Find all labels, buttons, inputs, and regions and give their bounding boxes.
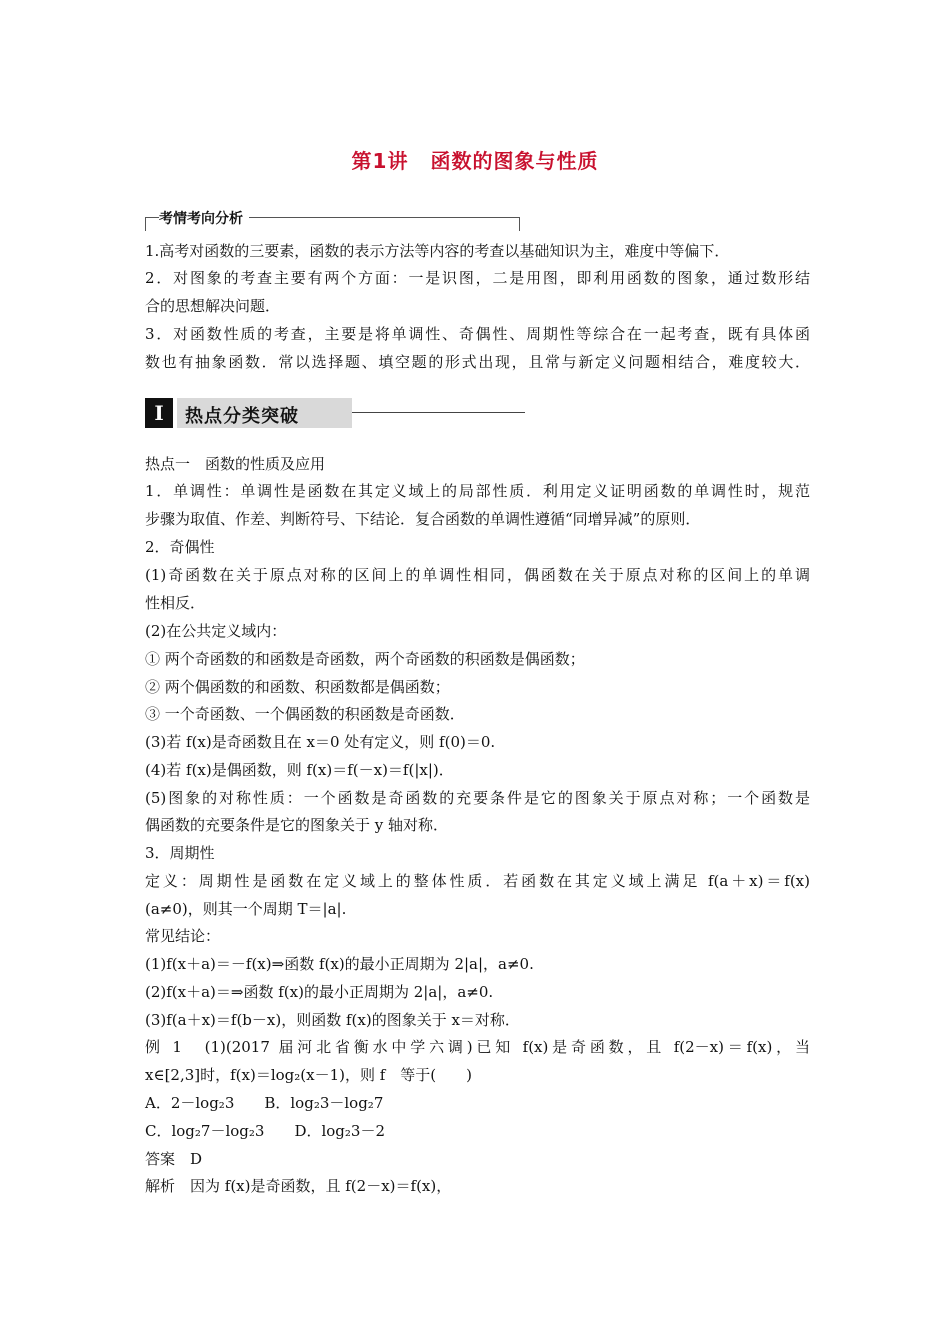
body-line: 偶函数的充要条件是它的图象关于 y 轴对称．: [145, 816, 449, 834]
hotspot-heading: 热点一 函数的性质及应用: [145, 455, 326, 473]
body-line: 定义：周期性是函数在定义域上的整体性质．若函数在其定义域上满足 f(a＋x)＝f(x): [145, 872, 810, 890]
body-line: 常见结论：: [145, 927, 221, 945]
body-line: (2)在公共定义域内：: [145, 622, 287, 640]
body-line: (5)图象的对称性质：一个函数是奇函数的充要条件是它的图象关于原点对称；一个函数是: [145, 789, 810, 807]
body-line: 性相反．: [145, 594, 206, 612]
answer-line: 答案 D: [145, 1150, 203, 1168]
body-line: ① 两个奇函数的和函数是奇函数，两个奇函数的积函数是偶函数；: [145, 650, 585, 668]
body-line: (3)f(a＋x)＝f(b－x)，则函数 f(x)的图象关于 x＝对称．: [145, 1011, 520, 1029]
body-line: 3．周期性: [145, 844, 215, 862]
exam-line-3: 合的思想解决问题．: [145, 297, 281, 315]
example-line: 例 1 (1)(2017 届河北省衡水中学六调)已知 f(x)是奇函数，且 f(2－x)＝f(x)，当: [145, 1038, 810, 1056]
body-line: ② 两个偶函数的和函数、积函数都是偶函数；: [145, 678, 450, 696]
body-line: (1)f(x＋a)＝－f(x)⇒函数 f(x)的最小正周期为 2|a|，a≠0.: [145, 955, 534, 973]
exam-analysis-label: 考情考向分析: [159, 208, 249, 228]
lecture-number: 第1讲: [351, 149, 409, 173]
section-rule: [352, 412, 525, 413]
section-title: 热点分类突破: [185, 406, 299, 427]
body-line: (a≠0)，则其一个周期 T＝|a|.: [145, 900, 347, 918]
body-line: (4)若 f(x)是偶函数，则 f(x)＝f(－x)＝f(|x|)．: [145, 761, 454, 779]
body-line: (3)若 f(x)是奇函数且在 x＝0 处有定义，则 f(0)＝0.: [145, 733, 496, 751]
choice-line: A．2－log₂3 B．log₂3－log₂7: [145, 1094, 384, 1112]
section-header: [145, 398, 525, 428]
exam-line-1: 1.高考对函数的三要素，函数的表示方法等内容的考查以基础知识为主，难度中等偏下．: [145, 242, 730, 260]
body-line: 1．单调性：单调性是函数在其定义域上的局部性质．利用定义证明函数的单调性时，规范: [145, 482, 810, 500]
analysis-line: 解析 因为 f(x)是奇函数，且 f(2－x)＝f(x)，: [145, 1177, 452, 1195]
body-line: (2)f(x＋a)＝⇒函数 f(x)的最小正周期为 2|a|，a≠0.: [145, 983, 494, 1001]
body-line: (1)奇函数在关于原点对称的区间上的单调性相同，偶函数在关于原点对称的区间上的单调: [145, 566, 810, 584]
body-line: 步骤为取值、作差、判断符号、下结论．复合函数的单调性遵循“同增异减”的原则．: [145, 510, 701, 528]
exam-line-5: 数也有抽象函数．常以选择题、填空题的形式出现，且常与新定义问题相结合，难度较大．: [145, 353, 810, 371]
exam-line-4: 3．对函数性质的考查，主要是将单调性、奇偶性、周期性等综合在一起考查，既有具体函: [145, 325, 810, 343]
page-title: [0, 145, 950, 174]
body-line: 2．奇偶性: [145, 538, 215, 556]
lecture-title: 函数的图象与性质: [430, 149, 599, 173]
section-numeral: I: [145, 398, 173, 428]
exam-analysis-header: [145, 206, 520, 232]
example-line: x∈[2,3]时，f(x)＝log₂(x－1)，则 f 等于( ): [145, 1066, 473, 1084]
exam-line-2: 2．对图象的考查主要有两个方面：一是识图，二是用图，即利用函数的图象，通过数形结: [145, 269, 810, 287]
body-line: ③ 一个奇函数、一个偶函数的积函数是奇函数．: [145, 705, 465, 723]
choice-line: C．log₂7－log₂3 D．log₂3－2: [145, 1122, 386, 1140]
